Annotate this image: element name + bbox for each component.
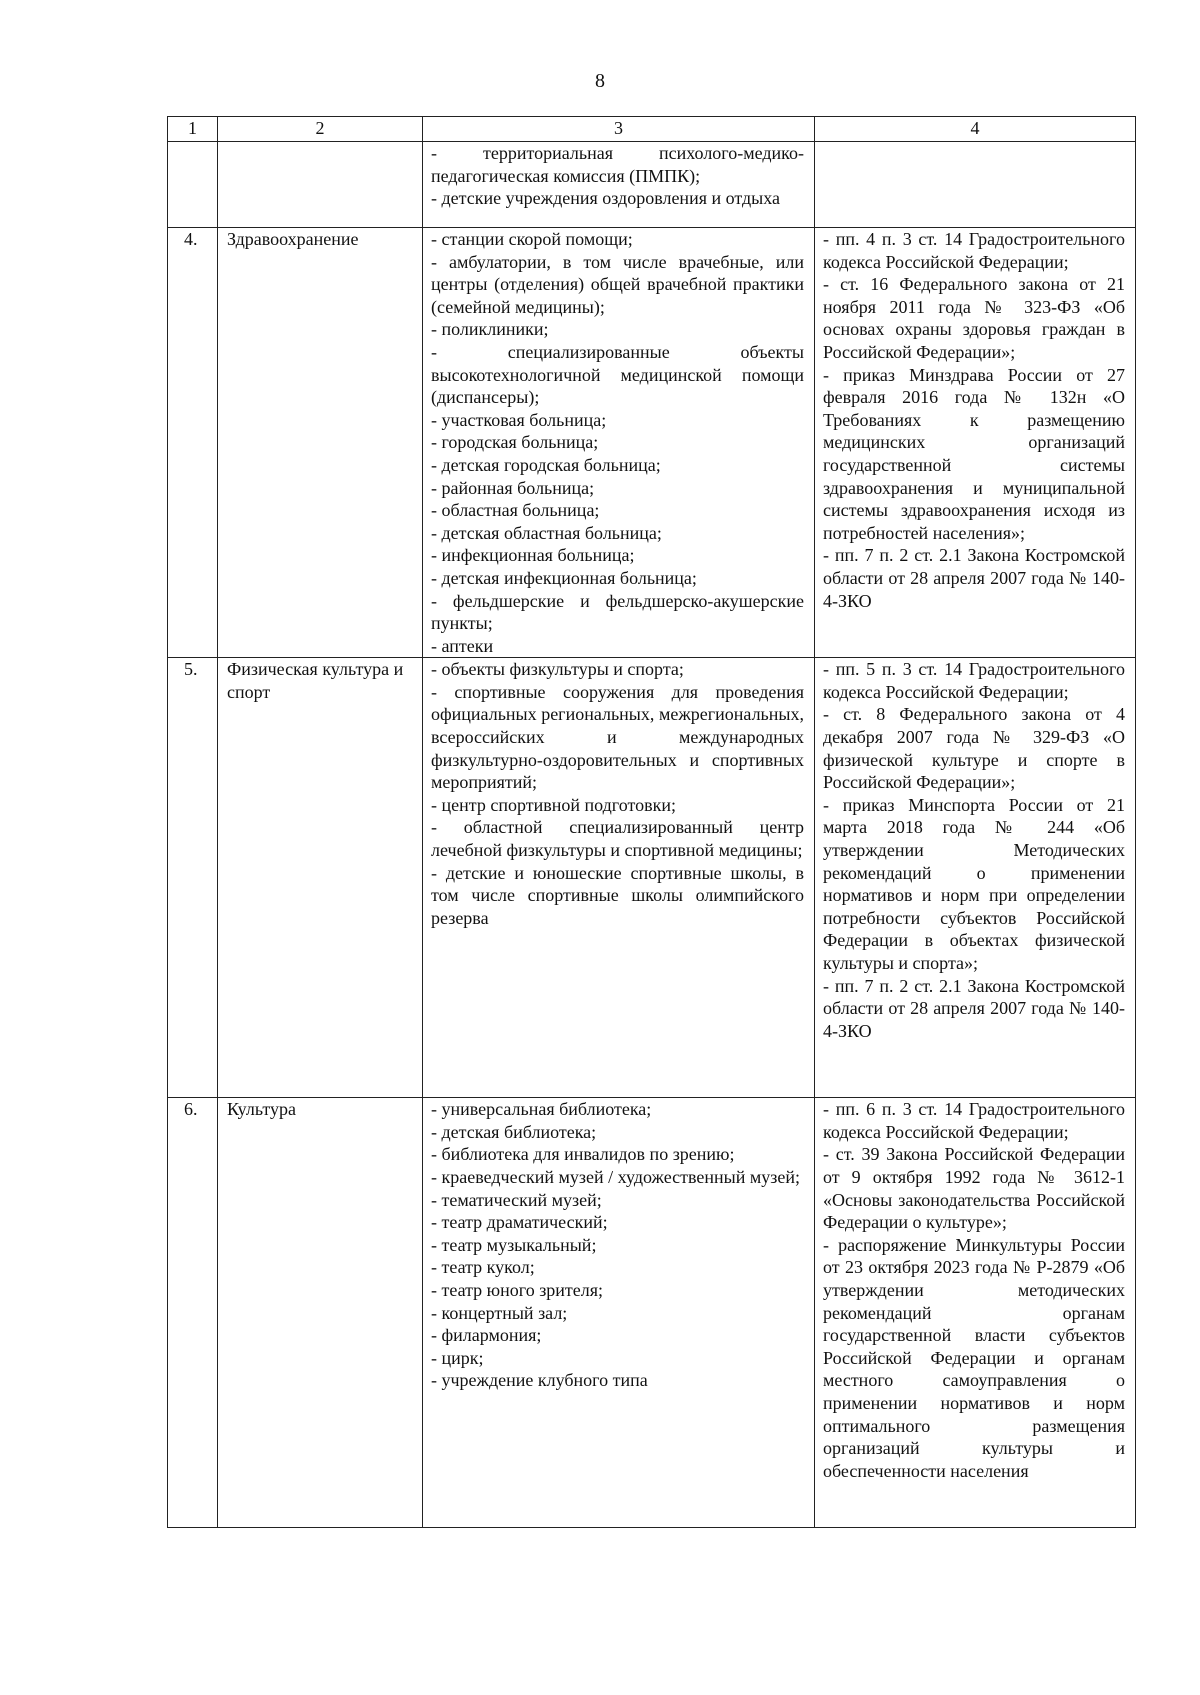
list-item: - областной специализированный центр лечебной физкультуры и спортивной медицины; (431, 817, 804, 861)
legal-reference: - распоряжение Минкультуры России от 23 октября 2023 года № Р-2879 «Об утверждении методических рекомендаций органам государственной власти субъектов Российской Федерации и органам местного самоуправления о применении нормативов и норм оптимального размещения организаций культуры и обеспеченности населения (823, 1234, 1125, 1481)
list-item: - областная больница; (431, 500, 600, 521)
list-item: - районная больница; (431, 477, 595, 498)
list-item: - театр юного зрителя; (431, 1280, 604, 1301)
list-item: - детская библиотека; (431, 1121, 597, 1142)
list-item: - центр спортивной подготовки; (431, 794, 676, 815)
list-item: - универсальная библиотека; (431, 1099, 652, 1120)
list-item: - специализированные объекты высокотехнологичной медицинской помощи (диспансеры); (431, 341, 804, 408)
list-item: - инфекционная больница; (431, 545, 635, 566)
list-item: - аптеки (431, 635, 494, 656)
column-header-1: 1 (168, 117, 218, 142)
list-item: - городская больница; (431, 432, 599, 453)
facility-list (423, 228, 815, 658)
section-name: Физическая культура и спорт (218, 658, 423, 1098)
legal-basis (815, 658, 1136, 1098)
column-header-4: 4 (815, 117, 1136, 142)
list-item: - детская областная больница; (431, 522, 662, 543)
list-item: - театр драматический; (431, 1212, 608, 1233)
legal-reference: - приказ Минспорта России от 21 марта 2018 года № 244 «Об утверждении Методических рекомендаций о применении нормативов и норм при определении потребности субъектов Российской Федерации в объектах физической культуры и спорта»; (823, 794, 1125, 973)
column-number-row (168, 117, 1136, 142)
list-item: - краеведческий музей / художественный музей; (431, 1167, 801, 1188)
legal-reference: - пп. 7 п. 2 ст. 2.1 Закона Костромской области от 28 апреля 2007 года № 140-4-ЗКО (823, 975, 1125, 1041)
table-row (168, 142, 1136, 228)
list-item: - библиотека для инвалидов по зрению; (431, 1144, 735, 1165)
row-number: 4. (168, 228, 218, 658)
list-item: - территориальная психолого-медико-педагогическая комиссия (ПМПК); (431, 143, 804, 186)
row-number: 6. (168, 1098, 218, 1528)
list-item: - филармония; (431, 1325, 542, 1346)
list-item: - амбулатории, в том числе врачебные, или центры (отделения) общей врачебной практики (семейной медицины); (431, 251, 804, 317)
list-item: - участковая больница; (431, 409, 607, 430)
list-item: - цирк; (431, 1347, 484, 1368)
table-row (168, 1098, 1136, 1528)
facility-list (423, 658, 815, 1098)
list-item: - детская городская больница; (431, 454, 661, 475)
legal-reference: - пп. 5 п. 3 ст. 14 Градостроительного кодекса Российской Федерации; (823, 659, 1125, 702)
list-item: - тематический музей; (431, 1189, 602, 1210)
list-item: - концертный зал; (431, 1302, 568, 1323)
list-item: - спортивные сооружения для проведения официальных региональных, межрегиональных, всероссийских и международных физкультурно-оздоровительных и спортивных мероприятий; (431, 681, 804, 793)
list-item: - фельдшерские и фельдшерско-акушерские пункты; (431, 590, 804, 634)
requirements-table (167, 116, 1136, 1528)
list-item: - детские и юношеские спортивные школы, в том числе спортивные школы олимпийского резерва (431, 862, 804, 928)
legal-reference: - пп. 6 п. 3 ст. 14 Градостроительного кодекса Российской Федерации; (823, 1099, 1125, 1142)
table-row (168, 228, 1136, 658)
page-number: 8 (595, 70, 605, 92)
list-item: - детская инфекционная больница; (431, 567, 697, 588)
column-header-3: 3 (423, 117, 815, 142)
list-item: - учреждение клубного типа (431, 1370, 648, 1391)
legal-reference: - ст. 16 Федерального закона от 21 ноября 2011 года № 323-ФЗ «Об основах охраны здоровья граждан в Российской Федерации»; (823, 274, 1125, 362)
legal-reference: - пп. 7 п. 2 ст. 2.1 Закона Костромской области от 28 апреля 2007 года № 140-4-ЗКО (823, 545, 1125, 611)
legal-basis (815, 142, 1136, 228)
list-item: - станции скорой помощи; (431, 229, 633, 249)
legal-reference: - пп. 4 п. 3 ст. 14 Градостроительного кодекса Российской Федерации; (823, 229, 1125, 272)
legal-reference: - ст. 8 Федерального закона от 4 декабря 2007 года № 329-ФЗ «О физической культуре и спорте в Российской Федерации»; (823, 704, 1125, 793)
row-number (168, 142, 218, 228)
column-header-2: 2 (218, 117, 423, 142)
list-item: - объекты физкультуры и спорта; (431, 659, 684, 680)
section-name (218, 142, 423, 228)
facility-list (423, 142, 815, 228)
list-item: - театр музыкальный; (431, 1234, 597, 1255)
facility-list (423, 1098, 815, 1528)
table-row (168, 658, 1136, 1098)
legal-basis (815, 228, 1136, 658)
section-name: Культура (218, 1098, 423, 1528)
list-item: - детские учреждения оздоровления и отдыха (431, 188, 781, 209)
legal-basis (815, 1098, 1136, 1528)
list-item: - театр кукол; (431, 1257, 535, 1278)
row-number: 5. (168, 658, 218, 1098)
section-name: Здравоохранение (218, 228, 423, 658)
legal-reference: - ст. 39 Закона Российской Федерации от 9 октября 1992 года № 3612-1 «Основы законодательства Российской Федерации о культуре»; (823, 1144, 1125, 1233)
legal-reference: - приказ Минздрава России от 27 февраля 2016 года № 132н «О Требованиях к размещению медицинских организаций государственной системы здравоохранения и муниципальной системы здравоохранения исходя из потребностей населения»; (823, 364, 1125, 543)
list-item: - поликлиники; (431, 319, 549, 340)
